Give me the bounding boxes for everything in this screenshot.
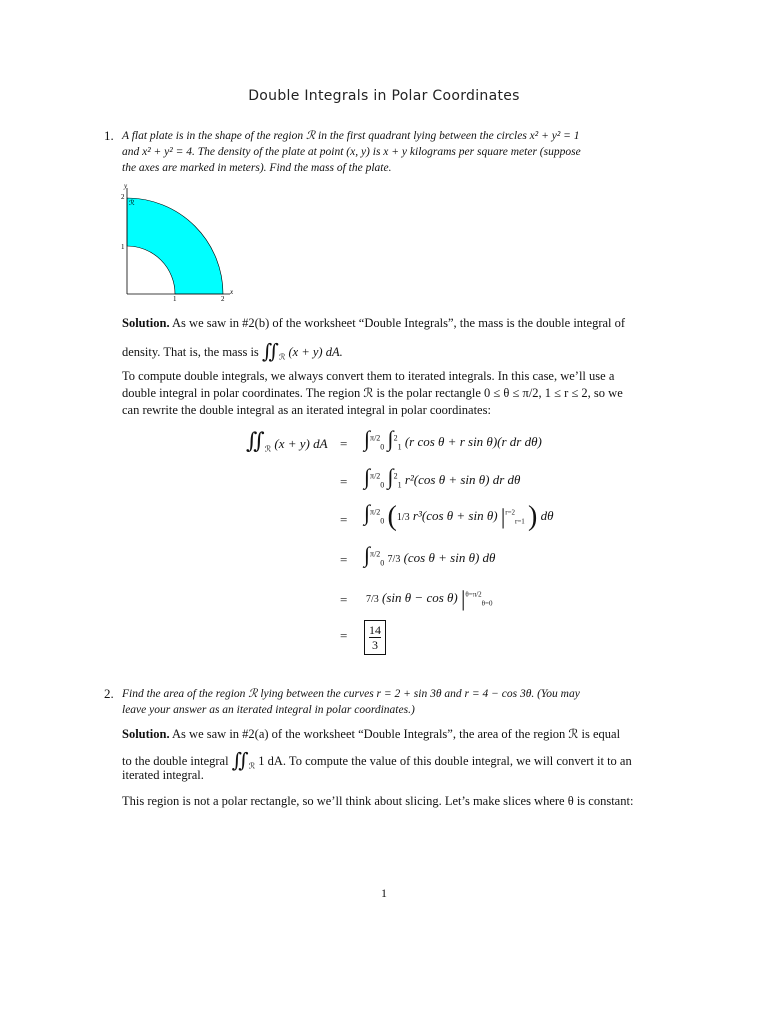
solution-1-paragraph: [122, 368, 682, 419]
problem-2-line: Find the area of the region ℛ lying between the curves r = 2 + sin 3θ and r = 4 − cos 3θ. (You may: [122, 688, 580, 700]
x-tick-label: 2: [221, 295, 225, 303]
answer-denominator: 3: [372, 638, 378, 652]
page-number: 1: [381, 886, 387, 900]
solution-text: density. That is, the mass is: [122, 345, 259, 359]
solution-1-line-1: [122, 316, 625, 331]
region-fill: [127, 198, 223, 294]
equals-sign: =: [340, 474, 348, 489]
eq-row-4-text: (cos θ + sin θ) dθ: [403, 550, 496, 565]
equals-sign: =: [340, 552, 348, 567]
x-tick-label: 1: [173, 295, 177, 303]
solution-text: 1 dA. To compute the value of this double integral, we will convert it to an: [258, 754, 632, 768]
eq-row-4: ∫$^{\pi/2}_0$ 7/3 (cos θ + sin θ) dθ: [364, 542, 496, 568]
eq-row-5-text: (sin θ − cos θ): [382, 589, 458, 605]
problem-1-number: 1.: [104, 128, 114, 143]
problem-1-line: A flat plate is in the shape of the region ℛ in the first quadrant lying between the circles x² + y² = 1: [122, 130, 580, 142]
region-label: ℛ: [129, 199, 135, 207]
solution-text: As we saw in #2(b) of the worksheet “Double Integrals”, the mass is the double integral of: [172, 316, 626, 330]
equals-sign: =: [340, 436, 348, 451]
eq-row-3-tail: dθ: [540, 508, 554, 523]
eq-lhs: $∬_ℛ$ (x + y) dA: [246, 428, 328, 454]
double-integral-sign: ∬: [231, 750, 249, 772]
problem-1-statement: [122, 128, 682, 176]
solution-label: Solution.: [122, 727, 170, 741]
problem-1-line: and x² + y² = 4. The density of the plate at point (x, y) is x + y kilograms per square meter (suppose: [122, 146, 581, 158]
eq-row-5: 7/3 (sin θ − cos θ) $|^{\theta=\pi/2}_{\theta=0}$: [366, 586, 493, 611]
equals-sign: =: [340, 512, 348, 527]
problem-2-statement: [122, 686, 682, 718]
solution-2-line-2: to the double integral $∬_ℛ$ 1 dA. To compute the value of this double integral, we will convert it to an: [122, 750, 632, 772]
eq-row-2: ∫$^{\pi/2}_0$ ∫$^2_1$ r²(cos θ + sin θ) dr dθ: [364, 464, 521, 490]
solution-text: to the double integral: [122, 754, 229, 768]
solution-text: As we saw in #2(a) of the worksheet “Double Integrals”, the area of the region ℛ is equal: [172, 727, 621, 741]
equals-sign: =: [340, 628, 348, 643]
y-axis-label: y: [124, 182, 128, 190]
eq-row-3: ∫$^{\pi/2}_0$ (1/3 r³(cos θ + sin θ) $|^{r=2}_{r=1}$ ) dθ: [364, 500, 554, 533]
eq-row-2-text: r²(cos θ + sin θ) dr dθ: [404, 472, 521, 487]
problem-1-line: the axes are marked in meters). Find the mass of the plate.: [122, 162, 392, 174]
eq-lhs-text: (x + y) dA: [274, 436, 328, 451]
double-integral-sign: ∬: [261, 341, 279, 363]
equals-sign: =: [340, 592, 348, 607]
region-figure: [110, 180, 240, 305]
eq-row-1: ∫$^{\pi/2}_0$ ∫$^2_1$ (r cos θ + r sin θ)(r dr dθ): [364, 426, 542, 452]
solution-label: Solution.: [122, 316, 170, 330]
problem-2-line: leave your answer as an iterated integral in polar coordinates.): [122, 704, 415, 716]
solution-2-paragraph: This region is not a polar rectangle, so we’ll think about slicing. Let’s make slices where θ is constant:: [122, 794, 634, 808]
answer-box: [364, 620, 386, 655]
paragraph-line: To compute double integrals, we always convert them to iterated integrals. In this case, we’ll use a: [122, 369, 615, 383]
solution-2-line-1: [122, 726, 620, 742]
paragraph-line: can rewrite the double integral as an iterated integral in polar coordinates:: [122, 403, 491, 417]
x-axis-label: x: [230, 288, 234, 296]
solution-2-line-3: iterated integral.: [122, 768, 204, 782]
eq-row-3-text: r³(cos θ + sin θ): [412, 508, 498, 523]
solution-1-line-2: density. That is, the mass is $∬_ℛ$ (x + y) dA.: [122, 341, 343, 363]
y-tick-label: 2: [121, 193, 125, 201]
paragraph-line: double integral in polar coordinates. The region ℛ is the polar rectangle 0 ≤ θ ≤ π/2, 1 ≤ r ≤ 2, so we: [122, 386, 623, 400]
answer-numerator: 14: [369, 623, 381, 637]
y-tick-label: 1: [121, 243, 125, 251]
page-title: Double Integrals in Polar Coordinates: [248, 88, 520, 104]
problem-2-number: 2.: [104, 686, 114, 701]
eq-row-1-text: (r cos θ + r sin θ)(r dr dθ): [404, 434, 542, 449]
integrand: (x + y) dA.: [288, 345, 343, 359]
